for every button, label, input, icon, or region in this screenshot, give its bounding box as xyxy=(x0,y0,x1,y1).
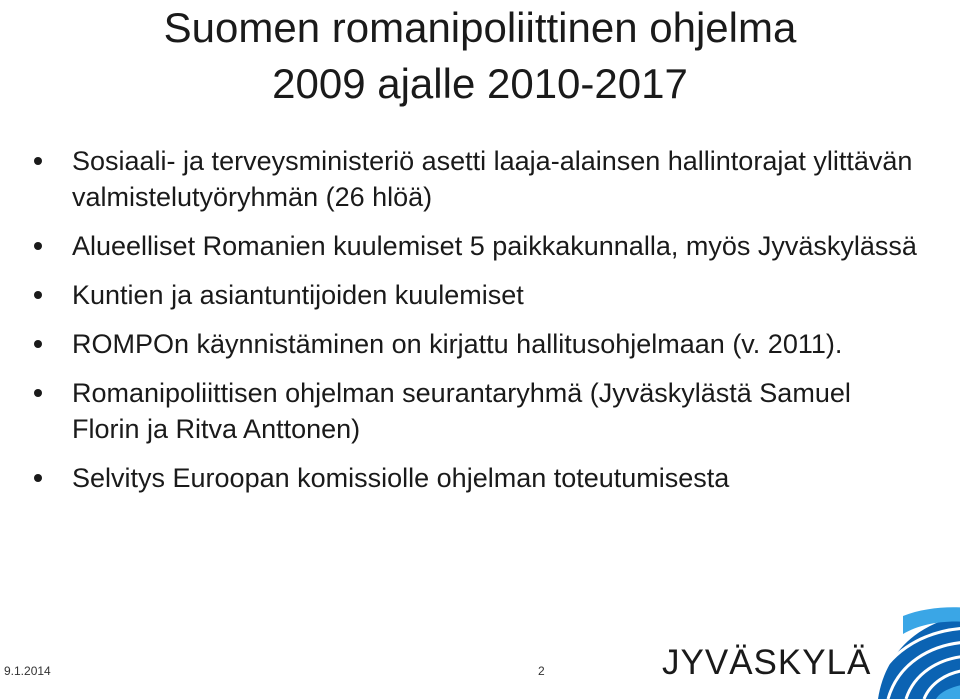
bullet-dot-icon xyxy=(34,291,42,299)
bullet-text: ROMPOn käynnistäminen on kirjattu hallitusohjelmaan (v. 2011). xyxy=(72,329,843,359)
jyvaskyla-emblem-icon xyxy=(848,606,960,699)
bullet-item xyxy=(0,375,960,447)
page-number: 2 xyxy=(538,664,545,678)
bullet-dot-icon xyxy=(34,340,42,348)
bullet-item xyxy=(0,277,960,313)
bullet-list xyxy=(0,143,960,509)
bullet-dot-icon xyxy=(34,389,42,397)
bullet-text: Alueelliset Romanien kuulemiset 5 paikkakunnalla, myös Jyväskylässä xyxy=(72,231,917,261)
bullet-text: Selvitys Euroopan komissiolle ohjelman toteutumisesta xyxy=(72,463,730,493)
bullet-dot-icon xyxy=(34,157,42,165)
university-logo-text: JYVÄSKYLÄ xyxy=(662,643,872,682)
bullet-item xyxy=(0,143,960,215)
title-line-1: Suomen romanipoliittinen ohjelma xyxy=(163,4,797,51)
bullet-item xyxy=(0,326,960,362)
footer-date: 9.1.2014 xyxy=(4,664,51,678)
slide-title xyxy=(40,0,920,112)
bullet-dot-icon xyxy=(34,474,42,482)
bullet-dot-icon xyxy=(34,242,42,250)
bullet-item xyxy=(0,460,960,496)
bullet-text: Kuntien ja asiantuntijoiden kuulemiset xyxy=(72,280,524,310)
bullet-item xyxy=(0,228,960,264)
bullet-text: Sosiaali- ja terveysministeriö asetti laaja-alainsen hallintorajat ylittävän valmistelutyöryhmän (26 hlöä) xyxy=(72,146,913,212)
bullet-text: Romanipoliittisen ohjelman seurantaryhmä (Jyväskylästä Samuel Florin ja Ritva Anttonen) xyxy=(72,378,851,444)
title-line-2: 2009 ajalle 2010-2017 xyxy=(272,60,688,107)
